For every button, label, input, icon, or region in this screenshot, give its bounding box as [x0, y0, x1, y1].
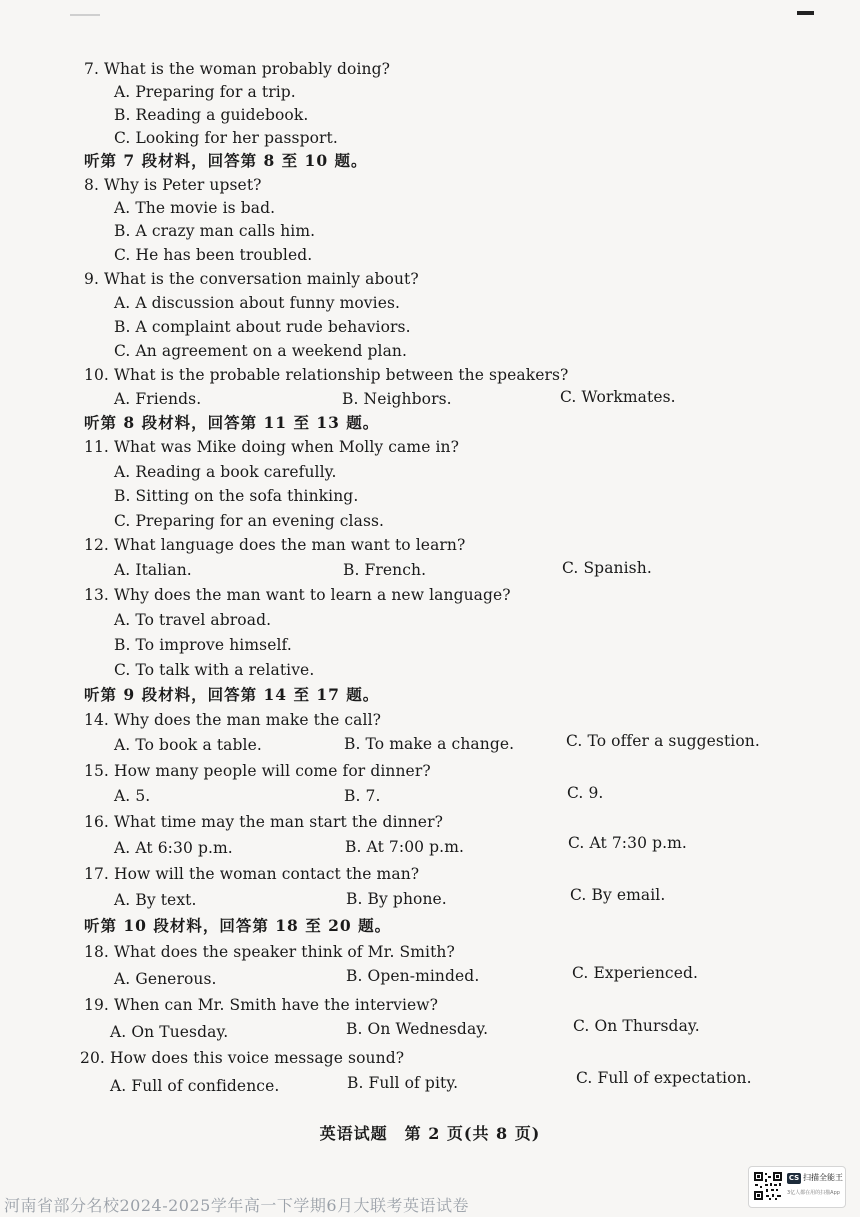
- question-stem: 18. What does the speaker think of Mr. Smith?: [84, 943, 455, 961]
- option-b: B. A crazy man calls him.: [114, 222, 316, 240]
- scanner-logo: CS: [788, 1174, 800, 1182]
- option-a: A. Generous.: [114, 970, 217, 988]
- option-c: C. Looking for her passport.: [114, 129, 338, 147]
- question-stem: 16. What time may the man start the dinner?: [84, 813, 443, 831]
- section-heading: 听第 8 段材料，回答第 11 至 13 题。: [84, 413, 380, 432]
- scanner-subtitle: 3亿人都在用的扫描App: [787, 1190, 840, 1196]
- question-stem: 14. Why does the man make the call?: [84, 711, 382, 729]
- scanner-app-mark: [748, 1166, 846, 1208]
- section-heading: 听第 9 段材料，回答第 14 至 17 题。: [84, 685, 380, 704]
- option-c: C. An agreement on a weekend plan.: [114, 342, 408, 360]
- option-c: C. To offer a suggestion.: [566, 732, 760, 750]
- option-b: B. Reading a guidebook.: [114, 106, 309, 124]
- option-a: A. At 6:30 p.m.: [114, 839, 233, 857]
- option-c: C. By email.: [570, 886, 666, 904]
- scanner-title: 扫描全能王: [803, 1173, 843, 1182]
- option-a: A. Full of confidence.: [110, 1077, 280, 1095]
- option-b: B. 7.: [344, 787, 381, 805]
- qr-code-icon: [753, 1171, 783, 1201]
- option-b: B. On Wednesday.: [346, 1020, 489, 1038]
- option-a: A. Friends.: [114, 390, 202, 408]
- option-a: A. On Tuesday.: [110, 1023, 229, 1041]
- question-stem: 19. When can Mr. Smith have the interview?: [84, 996, 439, 1014]
- option-a: A. 5.: [114, 787, 151, 805]
- option-c: C. Full of expectation.: [576, 1069, 752, 1087]
- option-a: A. To travel abroad.: [114, 611, 272, 629]
- option-a: A. A discussion about funny movies.: [114, 294, 401, 312]
- question-stem: 12. What language does the man want to learn?: [84, 536, 466, 554]
- option-b: B. French.: [343, 561, 427, 579]
- question-stem: 20. How does this voice message sound?: [80, 1049, 405, 1067]
- page-footer: 英语试题 第 2 页(共 8 页): [319, 1124, 541, 1143]
- option-a: A. The movie is bad.: [114, 199, 276, 217]
- option-c: C. At 7:30 p.m.: [568, 834, 687, 852]
- option-b: B. Sitting on the sofa thinking.: [114, 487, 359, 505]
- option-b: B. At 7:00 p.m.: [345, 838, 465, 856]
- section-heading: 听第 10 段材料，回答第 18 至 20 题。: [84, 916, 392, 935]
- option-a: A. Preparing for a trip.: [114, 83, 296, 101]
- option-b: B. By phone.: [346, 890, 447, 908]
- option-a: A. Italian.: [114, 561, 192, 579]
- option-c: C. Workmates.: [560, 388, 676, 406]
- option-c: C. On Thursday.: [573, 1017, 700, 1035]
- option-b: B. Neighbors.: [342, 390, 452, 408]
- option-c: C. Experienced.: [572, 964, 699, 982]
- source-watermark: 河南省部分名校2024-2025学年高一下学期6月大联考英语试卷: [4, 1196, 470, 1215]
- option-c: C. He has been troubled.: [114, 246, 313, 264]
- option-c: C. Spanish.: [562, 559, 652, 577]
- question-stem: 13. Why does the man want to learn a new language?: [84, 586, 511, 604]
- option-b: B. Full of pity.: [347, 1074, 459, 1092]
- corner-mark: [797, 11, 814, 15]
- question-stem: 7. What is the woman probably doing?: [84, 60, 391, 78]
- option-a: A. Reading a book carefully.: [114, 463, 337, 481]
- question-stem: 11. What was Mike doing when Molly came in?: [84, 438, 460, 456]
- scan-smudge: [70, 14, 100, 16]
- option-b: B. To make a change.: [344, 735, 515, 753]
- option-b: B. To improve himself.: [114, 636, 292, 654]
- question-stem: 15. How many people will come for dinner?: [84, 762, 431, 780]
- option-c: C. To talk with a relative.: [114, 661, 315, 679]
- question-stem: 17. How will the woman contact the man?: [84, 865, 420, 883]
- option-b: B. Open-minded.: [346, 967, 480, 985]
- option-a: A. To book a table.: [114, 736, 262, 754]
- section-heading: 听第 7 段材料，回答第 8 至 10 题。: [84, 151, 368, 170]
- option-a: A. By text.: [114, 891, 197, 909]
- option-c: C. Preparing for an evening class.: [114, 512, 385, 530]
- question-stem: 8. Why is Peter upset?: [84, 176, 262, 194]
- question-stem: 10. What is the probable relationship between the speakers?: [84, 366, 569, 384]
- option-b: B. A complaint about rude behaviors.: [114, 318, 411, 336]
- option-c: C. 9.: [567, 784, 604, 802]
- question-stem: 9. What is the conversation mainly about?: [84, 270, 419, 288]
